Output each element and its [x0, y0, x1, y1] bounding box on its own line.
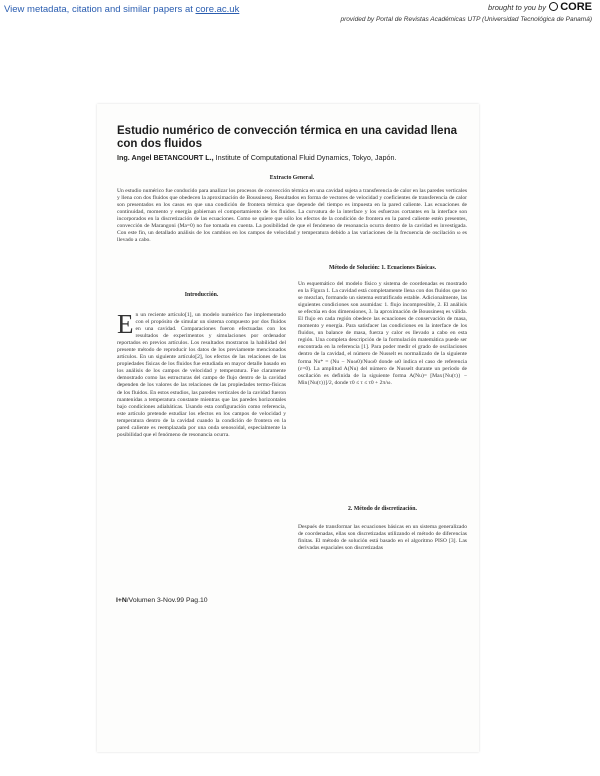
core-top-bar — [0, 0, 600, 30]
paper-title: Estudio numérico de convección térmica en una cavidad llena con dos fluidos — [117, 125, 457, 150]
author-name: Ing. Angel BETANCOURT L., — [117, 153, 214, 162]
core-metadata-link[interactable]: View metadata, citation and similar papers at core.ac.uk — [4, 4, 240, 15]
page-footer — [116, 597, 208, 604]
footer-text: /Volumen 3-Nov.99 Pag.10 — [126, 597, 208, 604]
core-logo[interactable] — [549, 1, 592, 13]
intro-text: n un reciente artículo[1], un modelo numérico fue implementado con el propósito de simular un sistema compuesto por dos fluidos en una cavidad. Comparaciones fueron efectuadas con los resultados de experimentos y simulaciones por ordenador reportados en previos artículos. Los resultados mostraron la habilidad del presente método de reproducir los datos de los previamente mencionados artículos. En un siguiente artículo[2], los efectos de las relaciones de las propiedades físicas de los fluidos fue estudiada en mayor detalle basado en los análisis de los campos de velocidad y temperatura. Fue claramente demostrado como las estructuras del campo de flujo dentro de la cavidad dependen de los valores de las relaciones de las propiedades termo-físicas de los fluidos. En estos estudios, las paredes verticales de la cavidad fueron mantenidas a temperatura constante mientras que las paredes horizontales bajo condiciones adiabáticas. Usando esta configuración como referencia, este artículo pretende estudiar los efectos en los campos de velocidad y temperatura dentro de la cavidad cuando la condición de frontera en la pared caliente es reemplazada por una onda senosoidal, especialmente la posibilidad que el fenómeno de resonancia ocurra. — [117, 312, 286, 438]
core-logo-icon — [549, 2, 558, 11]
discretization-heading: 2. Método de discretización. — [348, 506, 417, 512]
intro-heading: Introducción. — [184, 292, 219, 298]
method-text: Un esquemático del modelo físico y sistema de coordenadas es mostrado en la Figura 1. La cavidad está completamente llena con dos fluidos que no se mezclan, formando un sistema estratificado estable. Adicionalmente, las siguientes condiciones son asumidas: 1. flujo incompresible, 2. El análisis se efectúa en dos dimensiones, 3. la aproximación de Boussinesq es válida. El flujo en cada región obedece las ecuaciones de conservación de masa, momento y energía. Para satisfacer las condiciones en la interface de los fluidos, un balance de masa, fuerza y calor es llevado a cabo en esta región. Una completa descripción de la formulación matemática puede ser encontrada en la referencia [1]. Para poder medir el grado de oscilaciones dentro de la cavidad, el número de Nusselt es normalizado de la siguiente forma Nu* = (Nu − Nuω0)/Nuω0 donde ω0 indica el caso de referencia (ε=0). La amplitud A(Nu) del número de Nusselt durante un período de oscilación es definida de la siguiente forma A(Nu)= [Max{Nu(τ)} − Min{Nu(τ)}]/2, donde τ0 ≤ τ ≤ τ0 + 2π/ω. — [298, 281, 467, 386]
provided-by-label: provided by Portal de Revistas Académicas UTP (Universidad Tecnológica de Panamá) — [340, 16, 592, 23]
intro-body — [117, 309, 286, 439]
method-heading: Método de Solución: 1. Ecuaciones Básicas. — [328, 265, 437, 271]
intro-dropcap: E — [117, 309, 134, 339]
author-line — [117, 153, 467, 162]
author-affiliation: Institute of Computational Fluid Dynamics, Tokyo, Japón. — [213, 153, 397, 162]
brought-by-label: brought to you by — [488, 3, 546, 12]
paper-page — [97, 104, 479, 752]
core-logo-text: CORE — [560, 1, 592, 13]
core-domain-link[interactable]: core.ac.uk — [195, 4, 240, 15]
discretization-text: Después de transformar las ecuaciones básicas en un sistema generalizado de coordenadas, ellas son discretizadas utilizando el método de diferencias finitas. El método de solución está basado en el algoritmo PISO [3]. Las derivadas espaciales son discretizadas — [298, 524, 467, 552]
abstract-heading: Extracto General. — [269, 175, 315, 181]
abstract-text: Un estudio numérico fue conducido para analizar los procesos de convección térmica en una cavidad sujeta a transferencia de calor en las paredes verticales y llena con dos fluidos que obedecen la aproximación de Boussinesq. Resultados en forma de vectores de velocidad y coeficientes de transferencia de calor son presentados en los casos en que una condición de frontera térmica que depende del tiempo es impuesta en la pared caliente. Las ecuaciones de continuidad, momento y energía gobiernan el comportamiento de los fluidos. La curvatura de la interface y los esfuerzos cortantes en la interface son incorporados en la discretización de las ecuaciones. Como se quiere que sólo los efectos de la condición de frontera en la pared caliente estén presentes, convección de Marangoni (Ma=0) no fue tomada en cuenta. La posibilidad de que el fenómeno de resonancia ocurra dentro de la cavidad es investigada. Con este fin, un detallado análisis de los cambios en los campos de velocidad y temperatura debido a las variaciones de la frecuencia de oscilación ω es llevado a cabo. — [117, 188, 467, 244]
footer-label: I+N — [116, 597, 127, 604]
